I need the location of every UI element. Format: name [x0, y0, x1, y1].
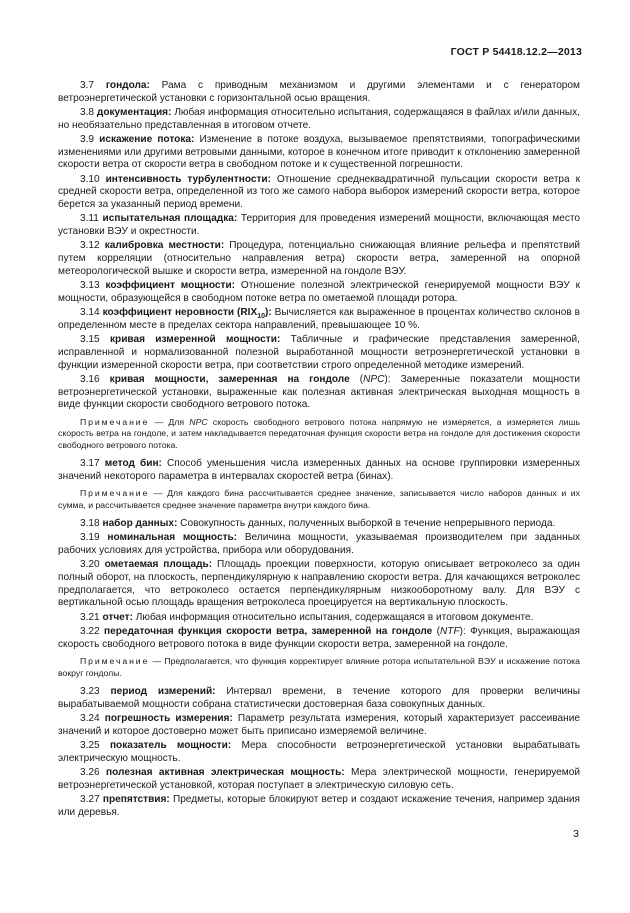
- entry-term: метод бин:: [104, 457, 162, 469]
- entry-3-17: [58, 458, 580, 483]
- entry-term: документация:: [96, 107, 172, 118]
- entry-number: 3.19: [80, 532, 100, 544]
- entry-number: 3.23: [80, 685, 100, 697]
- note-label: Примечание: [80, 656, 150, 667]
- entry-number: 3.26: [80, 766, 100, 778]
- entry-definition: Любая информация относительно испытания, содержащаяся в файлах и/или данных, но необязательно представленная в итоговом отчете.: [58, 107, 581, 131]
- entry-3-11: [58, 213, 580, 238]
- entry-term: искажение потока:: [99, 134, 195, 145]
- entry-term: набор данных:: [102, 517, 178, 529]
- entry-number: 3.14: [80, 307, 100, 319]
- page-number: 3: [573, 828, 579, 840]
- entry-definition: Предметы, которые блокируют ветер и создают искажение течения, например здания или деревья.: [58, 793, 580, 818]
- entry-3-15: [58, 334, 580, 372]
- entry-definition: Функция, выражающая скорость свободного ветрового потока в виде функции скорости ветра, замеренной на гондоле.: [58, 625, 580, 650]
- entry-definition: Площадь проекции поверхности, которую описывает ветроколесо за один полный оборот, на плоскость, перпендикулярную к направлению скорости ветра. Для качающихся ветроколес предполагается, что ветроколесо остается перпендикулярным низкооборотному валу. Для ВЭУ с вертикальной осью площадь вращения ветроколеса проецируется на вертикальную плоскость.: [58, 559, 580, 609]
- entry-number: 3.10: [80, 173, 100, 185]
- note-label: Примечание: [80, 488, 150, 499]
- note-text: — Предполагается, что функция корректирует влияние ротора испытательной ВЭУ и искажение потока вокруг гондолы.: [58, 656, 580, 678]
- note-text: — Для: [154, 416, 190, 427]
- entry-abbreviation: NTF: [439, 625, 460, 637]
- entry-definition: Величина мощности, указываемая производителем при заданных рабочих условиях для устройства, прибора или оборудования.: [58, 532, 580, 556]
- entry-3-20: [58, 559, 580, 610]
- entry-3-7: [58, 80, 580, 105]
- entry-term: погрешность измерения:: [104, 712, 233, 724]
- entry-term: [102, 307, 272, 321]
- entry-definition: Мера электрической мощности, генерируемой ветроэнергетической установкой, которая поступает в электрическую силовую сеть.: [58, 766, 580, 791]
- entry-3-18: [58, 518, 580, 531]
- document-body: [58, 80, 580, 821]
- entry-abbreviation: NPC: [363, 373, 385, 385]
- entry-term: кривая мощности, замеренная на гондоле: [109, 373, 350, 385]
- entry-definition: Мера способности ветроэнергетической установки вырабатывать электрическую мощность.: [58, 739, 581, 764]
- entry-3-25: [58, 740, 580, 765]
- entry-number: 3.18: [80, 517, 100, 529]
- entry-definition: Рама с приводным механизмом и другими элементами и с генератором ветроэнергетической установки с горизонтальной осью вращения.: [58, 80, 580, 104]
- entry-term: коэффициент мощности:: [105, 280, 236, 292]
- term-text: коэффициент неровности (RIX: [102, 307, 258, 319]
- entry-number: 3.12: [80, 240, 100, 252]
- entry-term: показатель мощности:: [109, 739, 232, 751]
- entry-3-13: [58, 280, 580, 305]
- entry-number: 3.24: [80, 712, 100, 724]
- entry-number: 3.20: [80, 559, 100, 571]
- entry-definition: Отношение среднеквадратичной пульсации скорости ветра к средней скорости ветра, определенной из того же самого набора выборок измерений скорости ветра, которое берется за указанный период времени.: [58, 173, 580, 211]
- entry-definition: Интервал времени, в течение которого для проверки величины вырабатываемой мощности собрана статистически достоверная база совокупных данных.: [58, 685, 580, 710]
- entry-number: 3.17: [80, 457, 100, 469]
- entry-3-8: [58, 107, 580, 132]
- entry-number: 3.9: [80, 134, 95, 145]
- entry-definition: Процедура, потенциально снижающая влияние рельефа и препятствий путем корреляции (относительно направления ветра) скорости ветра, замеренной на опорной метеорологической вышке и скорости ветра, измеренной на гондоле ВЭУ.: [58, 240, 580, 277]
- entry-term: калибровка местности:: [104, 240, 225, 252]
- entry-3-24: [58, 713, 580, 738]
- entry-term: период измерений:: [110, 685, 216, 697]
- note-text: — Для каждого бина рассчитывается среднее значение, записывается число наборов данных и их сумма, и рассчитывается среднее значение параметра внутри каждого бина.: [58, 488, 580, 510]
- entry-3-26: [58, 767, 580, 792]
- entry-term: отчет:: [102, 611, 133, 623]
- entry-definition: Параметр результата измерения, который характеризует рассеивание значений и которое достоверно может быть приписано измеряемой величине.: [58, 712, 580, 737]
- note-bin: [58, 488, 580, 511]
- entry-term: передаточная функция скорости ветра, замеренной на гондоле: [103, 625, 433, 637]
- entry-definition: Территория для проведения измерений мощности, включающая место установки ВЭУ и окрестности.: [58, 213, 580, 238]
- entry-term: номинальная мощность:: [107, 532, 238, 544]
- entry-definition: Способ уменьшения числа измеренных данных на основе группировки измеренных значений некоторого параметра в интервалах скоростей ветра (бинах).: [58, 457, 580, 482]
- entry-term: полезная активная электрическая мощность:: [106, 766, 345, 778]
- entry-definition: Любая информация относительно испытания, содержащаяся в итоговом документе.: [135, 611, 534, 623]
- entry-3-23: [58, 686, 580, 711]
- note-abbreviation: NPC: [189, 416, 208, 427]
- entry-number: 3.25: [80, 739, 100, 751]
- entry-term: интенсивность турбулентности:: [105, 173, 271, 185]
- entry-number: 3.15: [80, 334, 100, 346]
- entry-number: 3.16: [80, 373, 100, 385]
- entry-number: 3.13: [80, 280, 100, 292]
- document-header: ГОСТ Р 54418.12.2—2013: [450, 46, 582, 58]
- entry-term: гондола:: [105, 80, 150, 91]
- note-text: скорость свободного ветрового потока напрямую не измеряется, а измеряется лишь скорость ветра на гондоле, и затем накладывается передаточная функция скорости ветра на гондоле для достижения скорости свободного ветрового потока.: [58, 416, 581, 450]
- entry-number: 3.8: [80, 107, 95, 118]
- entry-number: 3.21: [80, 611, 100, 623]
- entry-3-27: [58, 794, 580, 819]
- entry-3-10: [58, 174, 580, 212]
- entry-3-16: 3.16 кривая мощности, замеренная на гондоле (NPC): Замеренные показатели мощности ветроэнергетической установки, выраженные как полезная активная электрическая выходная мощность в виде функции скорости свободного ветрового потока.: [58, 373, 580, 411]
- term-end: ):: [265, 307, 272, 319]
- note-npc: [58, 417, 580, 451]
- entry-3-14: [58, 307, 580, 332]
- note-label: Примечание: [80, 416, 150, 427]
- note-ntf: [58, 656, 580, 679]
- entry-number: 3.22: [80, 625, 100, 637]
- entry-term: препятствия:: [102, 793, 170, 805]
- entry-term: ометаемая площадь:: [104, 559, 213, 571]
- entry-definition: Замеренные показатели мощности ветроэнергетической установки, выраженные как полезная активная электрическая выходная мощность в виде функции скорости свободного ветрового потока.: [58, 373, 580, 411]
- entry-number: 3.27: [80, 793, 100, 805]
- entry-term: кривая измеренной мощности:: [109, 334, 281, 346]
- entry-3-12: [58, 240, 580, 278]
- entry-3-22: 3.22 передаточная функция скорости ветра, замеренной на гондоле (NTF): Функция, выражающая скорость свободного ветрового потока в виде функции скорости ветра, замеренной на гондоле.: [58, 625, 580, 650]
- entry-definition: Изменение в потоке воздуха, вызываемое препятствиями, топографическими изменениями или другими ветровыми данными, которое в конечном итоге приводит к отклонению замеренной скорости ветра от скорости ветра в свободном потоке и к существенной погрешности.: [58, 134, 580, 171]
- entry-definition: Табличные и графические представления замеренной, исправленной и нормализованной полезной выработанной мощности ветроэнергетической установки в функции измеренной скорости ветра, при соответствии строго определенной методике измерений.: [58, 334, 580, 371]
- entry-number: 3.11: [80, 213, 99, 225]
- entry-3-21: [58, 612, 580, 625]
- entry-definition: Вычисляется как выраженное в процентах количество склонов в определенном месте в пределах сектора направлений, превышающее 10 %.: [58, 307, 580, 331]
- entry-number: 3.7: [80, 80, 95, 91]
- entry-definition: Совокупность данных, полученных выборкой в течение непрерывного периода.: [180, 517, 556, 529]
- term-subscript: 10: [257, 313, 265, 321]
- entry-3-9: [58, 134, 580, 172]
- entry-term: испытательная площадка:: [102, 213, 238, 225]
- entry-3-19: [58, 532, 580, 557]
- entry-definition: Отношение полезной электрической генерируемой мощности ВЭУ к мощности, образующейся в свободном потоке ветра по ометаемой площади ротора.: [58, 280, 580, 304]
